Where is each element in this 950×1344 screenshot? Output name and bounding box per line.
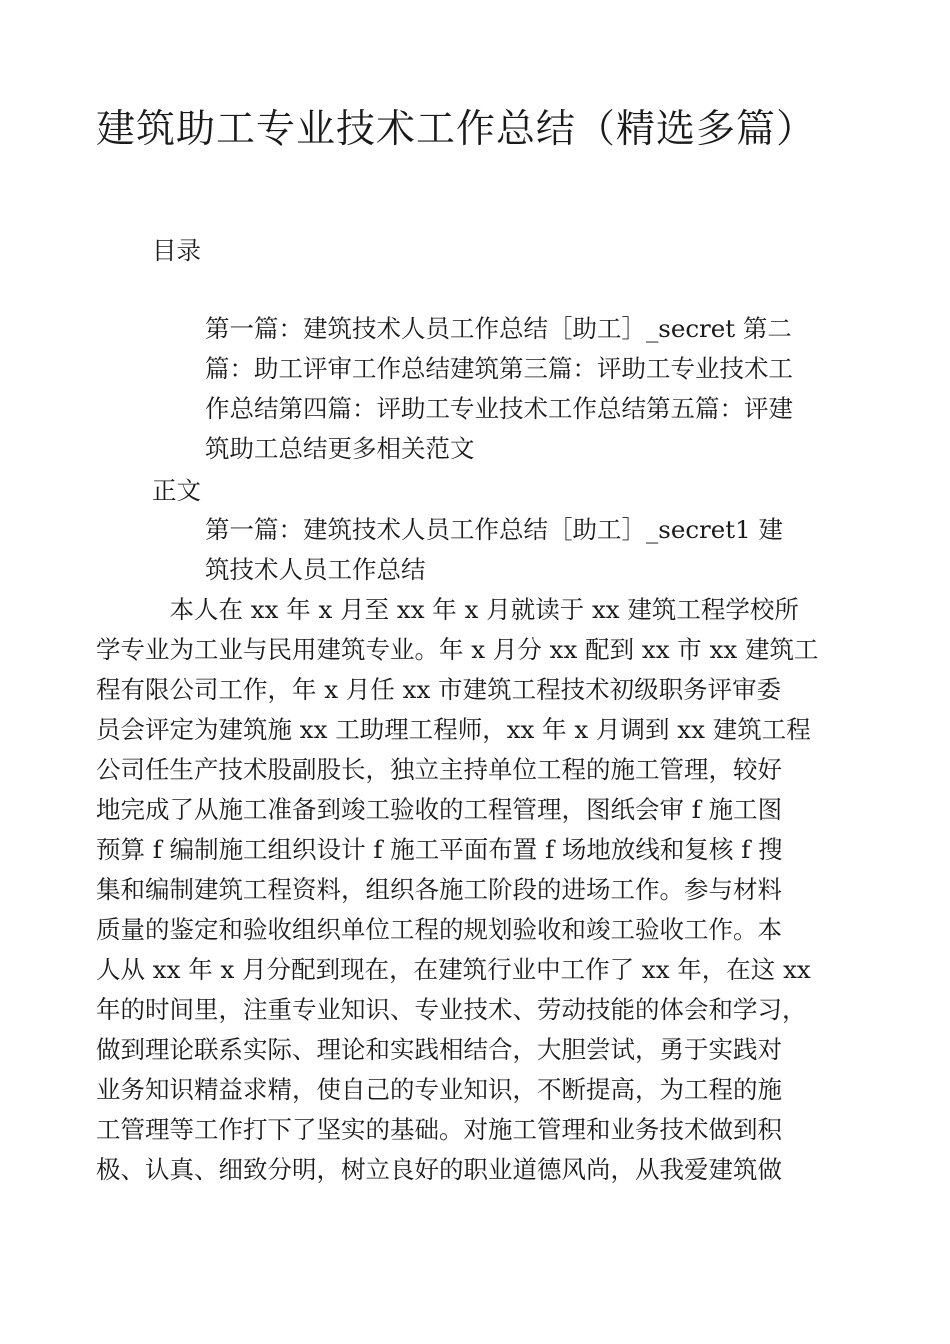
paragraph-line: 预算 f 编制施工组织设计 f 施工平面布置 f 场地放线和复核 f 搜 (96, 835, 783, 864)
paragraph-line: 人从 xx 年 x 月分配到现在，在建筑行业中工作了 xx 年，在这 xx (96, 955, 811, 984)
paragraph-line: 极、认真、细致分明，树立良好的职业道德风尚，从我爱建筑做 (96, 1155, 782, 1184)
toc-line: 筑助工总结更多相关范文 (205, 434, 475, 463)
document-title: 建筑助工专业技术工作总结（精选多篇） (96, 107, 817, 152)
body-heading: 正文 (152, 476, 201, 505)
toc-line: 篇：助工评审工作总结建筑第三篇：评助工专业技术工 (205, 354, 793, 383)
paragraph-line: 做到理论联系实际、理论和实践相结合，大胆尝试，勇于实践对 (96, 1035, 782, 1064)
paragraph-line: 员会评定为建筑施 xx 工助理工程师，xx 年 x 月调到 xx 建筑工程 (96, 715, 811, 744)
paragraph-line: 年的时间里，注重专业知识、专业技术、劳动技能的体会和学习， (96, 995, 807, 1024)
toc-line: 作总结第四篇：评助工专业技术工作总结第五篇：评建 (205, 394, 793, 423)
toc-heading: 目录 (152, 236, 201, 265)
section-subtitle-line: 筑技术人员工作总结 (205, 555, 426, 584)
paragraph-line: 工管理等工作打下了坚实的基础。对施工管理和业务技术做到积 (96, 1115, 782, 1144)
paragraph-line: 地完成了从施工准备到竣工验收的工程管理，图纸会审 f 施工图 (96, 795, 783, 824)
paragraph-line: 程有限公司工作，年 x 月任 xx 市建筑工程技术初级职务评审委 (96, 675, 782, 704)
paragraph-line: 公司任生产技术股副股长，独立主持单位工程的施工管理，较好 (96, 755, 782, 784)
toc-line: 第一篇：建筑技术人员工作总结［助工］_secret 第二 (205, 314, 792, 343)
paragraph-line: 本人在 xx 年 x 月至 xx 年 x 月就读于 xx 建筑工程学校所 (96, 595, 799, 624)
paragraph-line: 质量的鉴定和验收组织单位工程的规划验收和竣工验收工作。本 (96, 915, 782, 944)
paragraph-line: 学专业为工业与民用建筑专业。年 x 月分 xx 配到 xx 市 xx 建筑工 (96, 635, 819, 664)
section-subtitle-line: 第一篇：建筑技术人员工作总结［助工］_secret1 建 (205, 515, 783, 544)
paragraph-line: 业务知识精益求精，使自己的专业知识，不断提高，为工程的施 (96, 1075, 782, 1104)
paragraph-line: 集和编制建筑工程资料，组织各施工阶段的进场工作。参与材料 (96, 875, 782, 904)
